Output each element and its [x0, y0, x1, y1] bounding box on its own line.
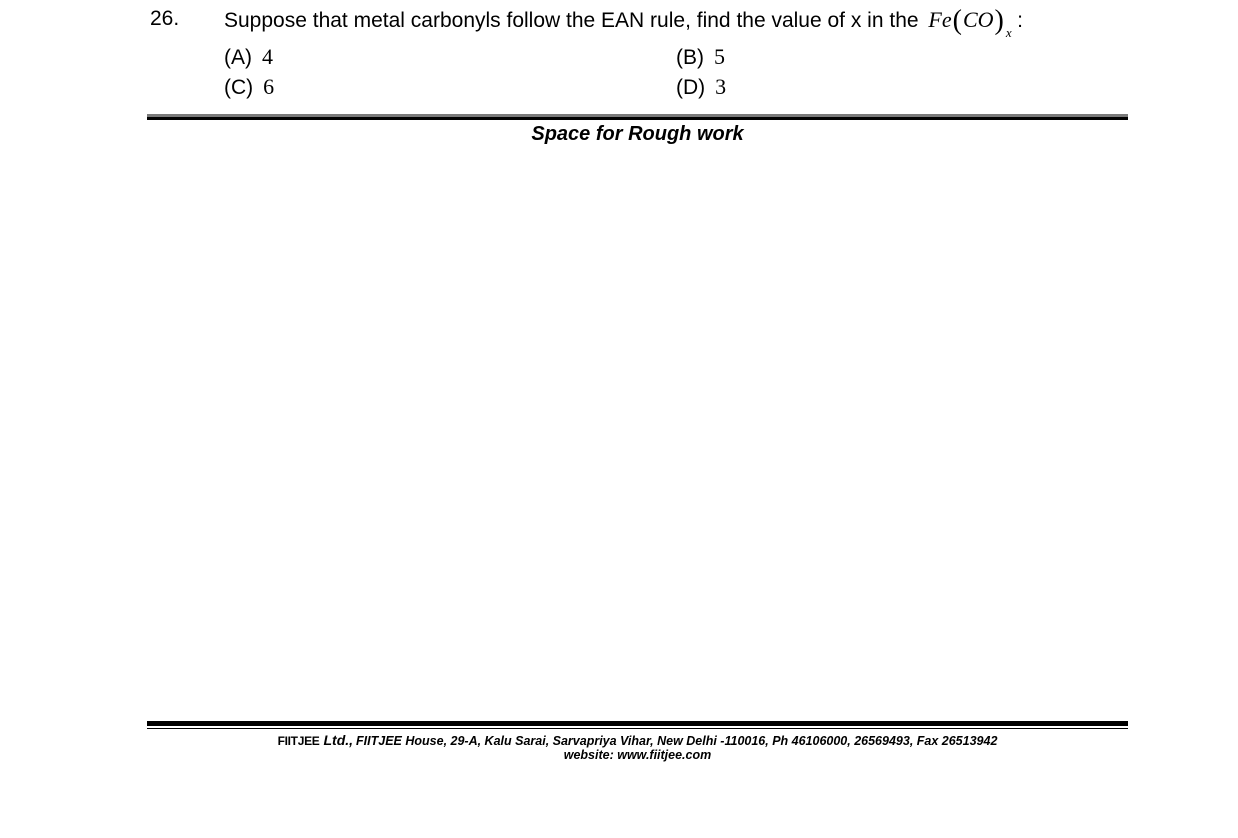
footer-address-line	[147, 733, 1128, 749]
question-text	[224, 5, 1023, 40]
rough-work-heading: Space for Rough work	[531, 123, 744, 145]
option-value: 3	[715, 74, 727, 99]
option-value: 6	[263, 74, 275, 99]
option-label: (A)	[224, 46, 252, 69]
option-label: (D)	[676, 76, 706, 99]
bottom-divider-thin	[147, 728, 1128, 729]
option-a[interactable]	[224, 44, 273, 71]
formula-subscript: x	[1005, 25, 1012, 40]
question-stem: Suppose that metal carbonyls follow the EAN rule, find the value of x in the	[224, 9, 919, 32]
footer-website: website: www.fiitjee.com	[563, 748, 712, 762]
formula-group: CO	[962, 7, 994, 32]
footer-ltd: Ltd.,	[323, 732, 354, 748]
question-number: 26.	[150, 7, 180, 30]
footer-brand: FIITJEE	[277, 734, 320, 748]
question-end: :	[1017, 9, 1023, 32]
option-d[interactable]	[676, 74, 726, 101]
bottom-divider-thick	[147, 721, 1128, 726]
formula-base: Fe	[928, 7, 952, 32]
option-b[interactable]	[676, 44, 725, 71]
option-c[interactable]	[224, 74, 274, 101]
option-label: (B)	[676, 46, 704, 69]
option-value: 5	[714, 44, 725, 69]
chemical-formula	[928, 5, 1017, 40]
footer-address: FIITJEE House, 29-A, Kalu Sarai, Sarvapriya Vihar, New Delhi -110016, Ph 46106000, 26569493, Fax 26513942	[356, 734, 998, 748]
formula-open-paren: (	[952, 5, 962, 36]
top-divider	[147, 117, 1128, 120]
rough-work-area	[147, 150, 1128, 715]
option-label: (C)	[224, 76, 254, 99]
option-value: 4	[262, 44, 273, 69]
formula-close-paren: )	[994, 5, 1004, 36]
